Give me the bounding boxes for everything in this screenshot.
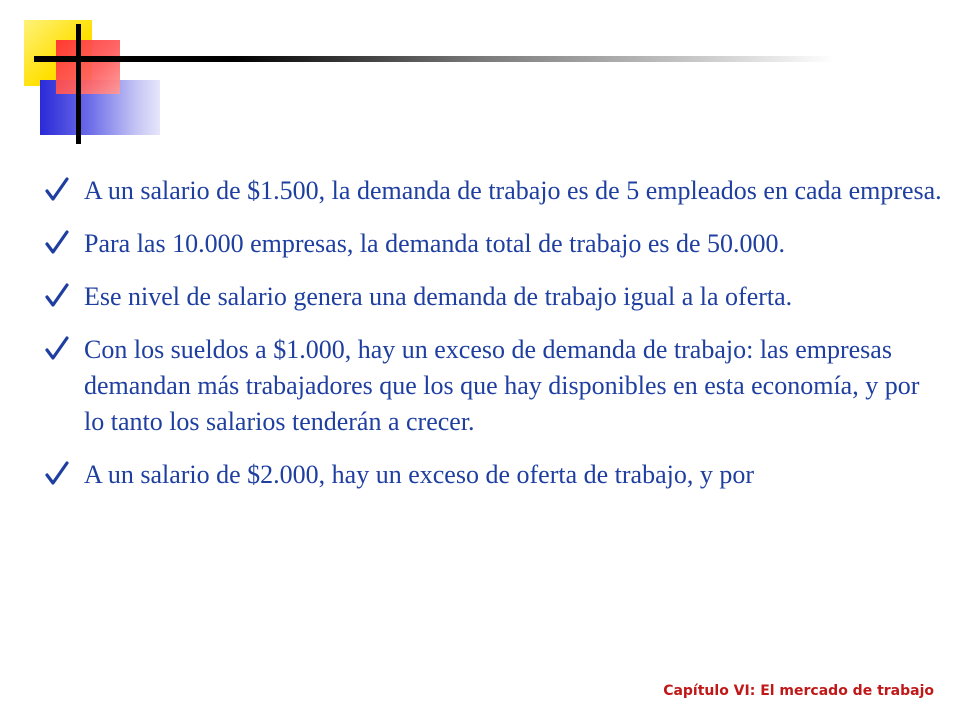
checkmark-icon <box>44 459 70 489</box>
bullet-item <box>44 332 944 440</box>
bullet-item <box>44 457 944 493</box>
logo-vertical-line <box>76 24 81 144</box>
chapter-footer: Capítulo VI: El mercado de trabajo <box>655 679 934 703</box>
checkmark-icon <box>44 281 70 311</box>
logo-horizontal-line <box>34 56 834 62</box>
checkmark-icon <box>44 334 70 364</box>
bullet-text: Ese nivel de salario genera una demanda de trabajo igual a la oferta. <box>84 282 793 311</box>
checkmark-icon <box>44 228 70 258</box>
bullet-text: Para las 10.000 empresas, la demanda total de trabajo es de 50.000. <box>84 229 786 258</box>
bullet-item <box>44 173 944 209</box>
bullet-list <box>44 173 944 510</box>
bullet-item <box>44 279 944 315</box>
logo-red-square <box>56 40 120 94</box>
bullet-item <box>44 226 944 262</box>
checkmark-icon <box>44 175 70 205</box>
bullet-text: A un salario de $1.500, la demanda de trabajo es de 5 empleados en cada empresa. <box>84 176 942 205</box>
bullet-text: Con los sueldos a $1.000, hay un exceso de demanda de trabajo: las empresas demandan más trabajadores que los que hay disponibles en esta economía, y por lo tanto los salarios tenderán a crecer. <box>84 335 920 436</box>
bullet-text: A un salario de $2.000, hay un exceso de oferta de trabajo, y por <box>84 460 755 489</box>
